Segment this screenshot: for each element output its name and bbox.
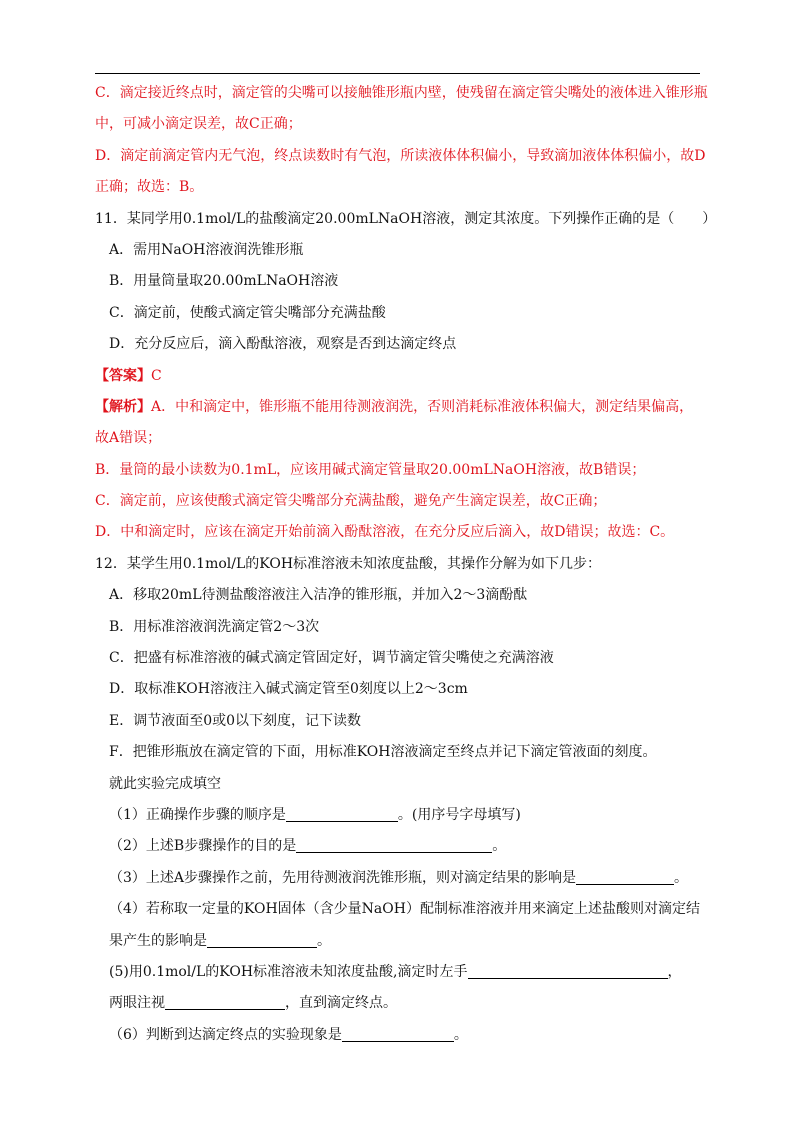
q12-sub6 (95, 1020, 705, 1051)
q12-sub2 (95, 831, 705, 862)
analysis-tag: 【解析】 (95, 398, 151, 415)
q11-option-b: B．用量筒量取20.00mLNaOH溶液 (109, 273, 339, 290)
q10-option-d-analysis-line2: 正确；故选：B。 (95, 179, 204, 196)
q11-analysis-d: D．中和滴定时，应该在滴定开始前滴入酚酞溶液，在充分反应后滴入，故D错误；故选：C。 (95, 524, 675, 541)
q12-sub3-suffix: 。 (674, 869, 689, 886)
q12-sub1-suffix: 。(用序号字母填写) (397, 806, 521, 823)
q11-analysis-a2: 故A错误； (95, 430, 162, 447)
q12-intro: 就此实验完成填空 (109, 775, 221, 792)
q12-stem: 12．某学生用0.1mol/L的KOH标准溶液未知浓度盐酸，其操作分解为如下几步： (95, 555, 602, 572)
q12-sub3 (95, 863, 705, 894)
q12-sub4-line1: （4）若称取一定量的KOH固体（含少量NaOH）配制标准溶液并用来滴定上述盐酸则对滴定结 (109, 901, 700, 918)
q11-option-a: A．需用NaOH溶液润洗锥形瓶 (109, 241, 304, 258)
q12-sub3-prefix: （3）上述A步骤操作之前，先用待测液润洗锥形瓶，则对滴定结果的影响是 (109, 869, 577, 886)
q12-sub2-suffix: 。 (492, 838, 507, 855)
q12-sub5-line1 (95, 957, 705, 988)
q12-sub4-line2 (95, 926, 705, 957)
q12-sub5-blank-left-hand[interactable] (468, 962, 668, 979)
analysis-a-text: A．中和滴定中，锥形瓶不能用待测液润洗，否则消耗标准液体积偏大，测定结果偏高， (151, 398, 694, 415)
page-content (95, 78, 717, 1051)
q12-sub4-suffix: 。 (317, 932, 331, 949)
q11-analysis-b: B．量筒的最小读数为0.1mL，应该用碱式滴定管量取20.00mLNaOH溶液，故B错误； (95, 461, 646, 478)
q11-option-c: C．滴定前，使酸式滴定管尖嘴部分充满盐酸 (109, 304, 386, 321)
q12-sub2-blank[interactable] (296, 836, 492, 853)
q11-analysis-a1 (95, 392, 705, 423)
q12-sub1 (95, 800, 705, 831)
q12-sub4-blank[interactable] (207, 931, 317, 948)
q11-option-d: D．充分反应后，滴入酚酞溶液，观察是否到达滴定终点 (109, 336, 457, 353)
q12-sub2-prefix: （2）上述B步骤操作的目的是 (109, 838, 297, 855)
q12-step-c: C．把盛有标准溶液的碱式滴定管固定好，调节滴定管尖嘴使之充满溶液 (109, 650, 554, 667)
header-rule (95, 73, 700, 74)
q12-sub5-line2 (95, 988, 705, 1019)
answer-tag: 【答案】 (95, 367, 151, 384)
q12-sub5b-suffix: ，直到滴定终点。 (285, 995, 397, 1012)
q10-option-d-analysis-line1: D．滴定前滴定管内无气泡，终点读数时有气泡，所读液体体积偏小，导致滴加液体体积偏小，故D (95, 147, 706, 164)
q11-analysis-c: C．滴定前，应该使酸式滴定管尖嘴部分充满盐酸，避免产生滴定误差，故C正确； (95, 493, 607, 510)
answer-value: C (151, 367, 162, 384)
q12-sub5b-prefix: 两眼注视 (109, 995, 165, 1012)
q12-sub5-prefix: (5)用0.1mol/L的KOH标准溶液未知浓度盐酸,滴定时左手 (109, 963, 468, 980)
q12-sub1-prefix: （1）正确操作步骤的顺序是 (109, 806, 286, 823)
q11-answer (95, 361, 705, 392)
q12-sub6-prefix: （6）判断到达滴定终点的实验现象是 (109, 1026, 342, 1043)
q12-sub6-blank[interactable] (342, 1025, 454, 1042)
q12-sub5-suffix: ， (667, 963, 682, 980)
q12-sub4-prefix: 果产生的影响是 (109, 932, 207, 949)
q11-stem: 11．某同学用0.1mol/L的盐酸滴定20.00mLNaOH溶液，测定其浓度。下列操作正确的是（ ） (95, 210, 717, 227)
q12-sub1-blank[interactable] (286, 805, 398, 822)
q12-sub3-blank[interactable] (576, 868, 674, 885)
q12-step-a: A．移取20mL待测盐酸溶液注入洁净的锥形瓶，并加入2～3滴酚酞 (109, 587, 528, 604)
q10-option-c-analysis-line1: C．滴定接近终点时，滴定管的尖嘴可以接触锥形瓶内壁，使残留在滴定管尖嘴处的液体进入锥形瓶 (95, 85, 708, 101)
q10-option-c-analysis-line2: 中，可减小滴定误差，故C正确； (95, 116, 302, 133)
q12-sub6-suffix: 。 (453, 1026, 468, 1043)
q12-step-e: E．调节液面至0或0以下刻度，记下读数 (109, 712, 362, 729)
q12-sub5-blank-eyes[interactable] (165, 993, 285, 1010)
q12-step-b: B．用标准溶液润洗滴定管2～3次 (109, 618, 320, 635)
q12-step-d: D．取标准KOH溶液注入碱式滴定管至0刻度以上2～3cm (109, 681, 468, 698)
q12-step-f: F．把锥形瓶放在滴定管的下面，用标准KOH溶液滴定至终点并记下滴定管液面的刻度。 (109, 744, 657, 761)
